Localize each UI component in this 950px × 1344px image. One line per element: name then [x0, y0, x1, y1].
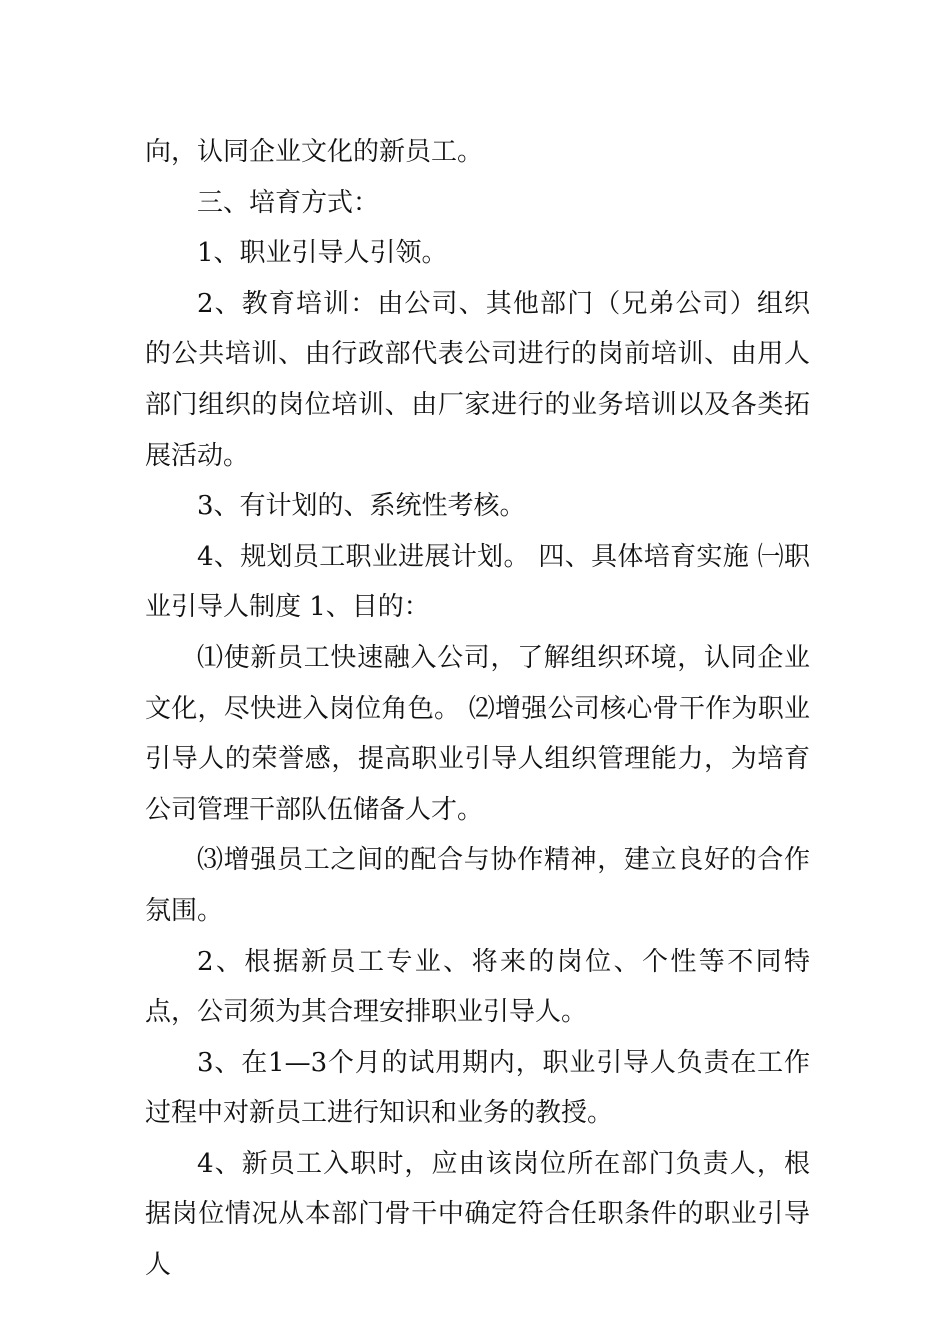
paragraph-item-2: 2、教育培训：由公司、其他部门（兄弟公司）组织的公共培训、由行政部代表公司进行的岗前培训、由用人部门组织的岗位培训、由厂家进行的业务培训以及各类拓展活动。: [145, 288, 810, 471]
paragraph-item-1: 1、职业引导人引领。: [197, 238, 448, 269]
paragraph-rule-2: 2、根据新员工专业、将来的岗位、个性等不同特点，公司须为其合理安排职业引导人。: [145, 946, 810, 1028]
paragraph-rule-4: 4、新员工入职时，应由该岗位所在部门负责人，根据岗位情况从本部门骨干中确定符合任职条件的职业引导人: [145, 1148, 810, 1281]
section-heading-training-methods: 三、培育方式：: [197, 187, 380, 218]
paragraph-continuation: 向，认同企业文化的新员工。: [145, 137, 484, 167]
paragraph-rule-3: 3、在1—3个月的试用期内，职业引导人负责在工作过程中对新员工进行知识和业务的教授。: [145, 1047, 810, 1129]
paragraph-purpose-3: ⑶增强员工之间的配合与协作精神，建立良好的合作氛围。: [145, 845, 810, 926]
body-text: [145, 127, 810, 1291]
paragraph-purpose-1-2: ⑴使新员工快速融入公司，了解组织环境，认同企业文化，尽快进入岗位角色。 ⑵增强公司核心骨干作为职业引导人的荣誉感，提高职业引导人组织管理能力，为培育公司管理干部队伍储备人才。: [145, 642, 810, 825]
paragraph-item-3: 3、有计划的、系统性考核。: [197, 491, 526, 522]
paragraph-item-4: 4、规划员工职业进展计划。 四、具体培育实施 ㈠职业引导人制度 1、目的：: [145, 541, 810, 623]
